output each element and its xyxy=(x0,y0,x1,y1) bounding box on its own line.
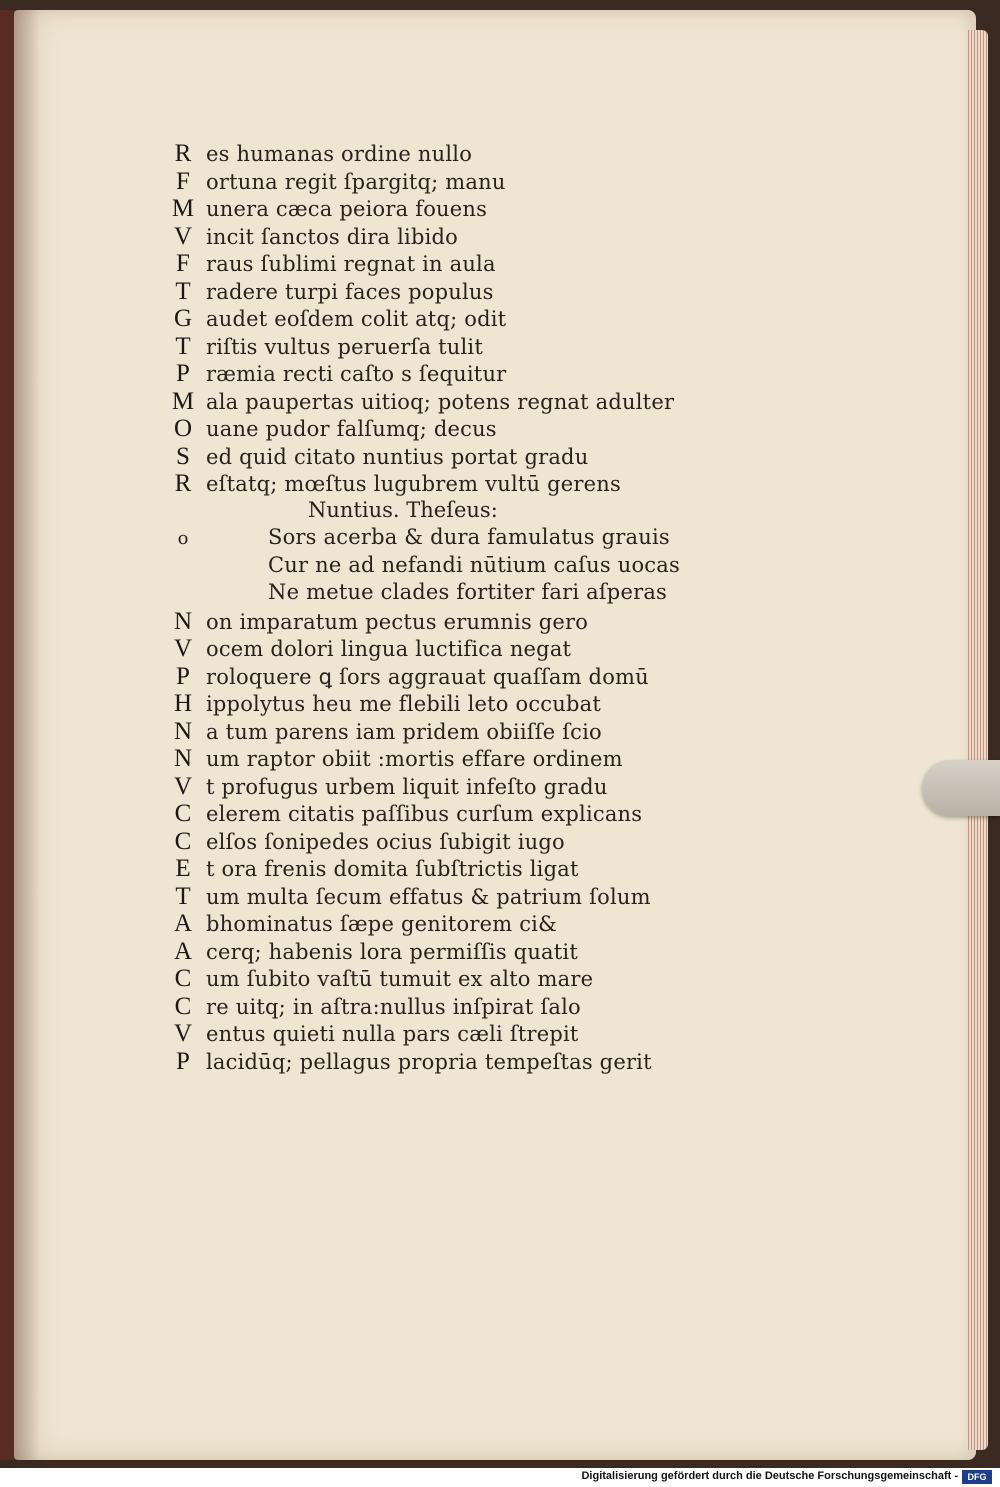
verse-text: es humanas ordine nullo xyxy=(206,142,473,166)
verse-text: roloquere ꝗ ſors aggrauat quaſſam domū xyxy=(206,664,649,689)
verse-line xyxy=(160,360,720,388)
verse-line xyxy=(160,195,720,223)
verse-text: ocem dolori lingua luctifica negat xyxy=(206,637,572,661)
verse-line xyxy=(160,910,720,938)
initial-letter: A xyxy=(173,910,193,937)
initial-letter: R xyxy=(174,140,192,167)
initial-letter: H xyxy=(173,690,193,717)
initial-letter: O xyxy=(173,415,193,442)
initial-letter: S xyxy=(176,442,190,470)
verse-line xyxy=(160,140,720,168)
verse-text: eſtatq; mœſtus lugubrem vultū gerens xyxy=(206,472,621,496)
verse-line xyxy=(160,608,720,636)
verse-text: um ſubito vaſtū tumuit ex alto mare xyxy=(206,967,594,991)
initial-letter: M xyxy=(171,387,195,415)
verse-line xyxy=(160,745,720,773)
verse-text: lacidūq; pellagus propria tempeſtas gerit xyxy=(206,1049,652,1074)
initial-letter: C xyxy=(174,800,192,827)
verse-text: a tum parens iam pridem obiiſſe ſcio xyxy=(206,719,602,744)
initial-letter: T xyxy=(175,277,191,305)
dialogue-line xyxy=(160,525,720,553)
initial-letter: E xyxy=(175,855,191,882)
initial-letter: P xyxy=(176,360,190,387)
verse-text: um raptor obiit :mortis effare ordinem xyxy=(206,747,623,771)
text-block xyxy=(160,140,720,1075)
verse-text: raus ſublimi regnat in aula xyxy=(206,252,496,276)
footer-bar xyxy=(0,1468,1000,1487)
verse-line xyxy=(160,388,720,416)
dialogue-text: Cur ne ad nefandi nūtium caſus uocas xyxy=(268,552,680,577)
initial-letter: T xyxy=(175,332,191,360)
verse-line xyxy=(160,993,720,1021)
verse-line xyxy=(160,278,720,306)
verse-line xyxy=(160,773,720,801)
verse-text: riſtis vultus peruerſa tulit xyxy=(206,334,483,359)
verse-text: elerem citatis paſſibus curſum explicans xyxy=(206,802,643,826)
initial-letter: T xyxy=(175,882,191,910)
verse-text: incit ſanctos dira libido xyxy=(206,224,459,249)
initial-letter: N xyxy=(173,745,193,772)
initial-letter: V xyxy=(173,222,193,250)
verse-line xyxy=(160,718,720,746)
verse-text: radere turpi faces populus xyxy=(206,279,494,304)
verse-text: re uitq; in aſtra:nullus inſpirat ſalo xyxy=(206,994,581,1019)
verse-text: on imparatum pectus erumnis gero xyxy=(206,609,589,634)
initial-letter: M xyxy=(171,195,195,222)
verse-text: bhominatus ſæpe genitorem ci& xyxy=(206,912,557,936)
verse-text: ala paupertas uitioq; potens regnat adulter xyxy=(206,389,675,414)
margin-mark: o xyxy=(177,528,189,549)
verse-line xyxy=(160,828,720,856)
verse-line xyxy=(160,938,720,966)
verse-text: ræmia recti caſto s ſequitur xyxy=(206,362,507,386)
verse-line xyxy=(160,305,720,333)
verse-line xyxy=(160,800,720,828)
verse-line xyxy=(160,415,720,443)
verse-text: um multa ſecum effatus & patrium ſolum xyxy=(206,884,651,909)
verse-line xyxy=(160,168,720,196)
verse-line xyxy=(160,333,720,361)
dialogue-text: Sors acerba & dura famulatus grauis xyxy=(268,525,670,549)
verse-text: unera cæca peiora fouens xyxy=(206,197,488,221)
verse-line xyxy=(160,250,720,278)
funding-credit: Digitalisierung gefördert durch die Deutsche Forschungsgemeinschaft - xyxy=(581,1470,958,1482)
initial-letter: F xyxy=(176,167,190,195)
verse-line xyxy=(160,855,720,883)
speaker-heading: Nuntius. Theſeus: xyxy=(308,497,498,522)
verse-text: entus quieti nulla pars cæli ſtrepit xyxy=(206,1022,579,1046)
verse-text: elſos ſonipedes ocius ſubigit iugo xyxy=(206,829,565,854)
verse-line xyxy=(160,635,720,663)
left-page-edge xyxy=(0,10,14,1460)
dialogue-text: Ne metue clades fortiter fari aſperas xyxy=(268,580,668,604)
initial-letter: P xyxy=(176,662,190,690)
initial-letter: N xyxy=(173,607,193,635)
verse-text: t profugus urbem liquit infeſto gradu xyxy=(206,774,608,799)
page-clip-tab xyxy=(922,760,1000,816)
initial-letter: N xyxy=(173,717,193,745)
initial-letter: V xyxy=(173,1020,193,1047)
verse-text: uane pudor falſumq; decus xyxy=(206,417,497,441)
initial-letter: R xyxy=(174,470,192,497)
verse-line xyxy=(160,883,720,911)
initial-letter: G xyxy=(173,305,193,332)
dialogue-line xyxy=(160,580,720,608)
initial-letter: V xyxy=(173,772,193,800)
dialogue-line xyxy=(160,553,720,581)
verse-line xyxy=(160,1048,720,1076)
verse-line xyxy=(160,470,720,498)
initial-letter: V xyxy=(173,635,193,662)
verse-text: ippolytus heu me flebili leto occubat xyxy=(206,692,601,716)
initial-letter: C xyxy=(174,965,192,992)
verse-line xyxy=(160,663,720,691)
verse-line xyxy=(160,690,720,718)
verse-text: audet eoſdem colit atq; odit xyxy=(206,307,507,331)
initial-letter: F xyxy=(176,250,190,277)
spine-shadow xyxy=(14,10,40,1460)
verse-line xyxy=(160,1020,720,1048)
initial-letter: C xyxy=(174,992,192,1020)
verse-text: t ora frenis domita ſubſtrictis ligat xyxy=(206,857,579,881)
initial-letter: C xyxy=(174,827,192,855)
initial-letter: A xyxy=(173,937,193,965)
page-leaf-edges xyxy=(966,30,988,1450)
verse-line xyxy=(160,443,720,471)
verse-line xyxy=(160,965,720,993)
verse-text: ed quid citato nuntius portat gradu xyxy=(206,444,589,469)
initial-letter: P xyxy=(176,1047,190,1075)
verse-text: cerq; habenis lora permiſſis quatit xyxy=(206,939,578,964)
verse-text: ortuna regit ſpargitq; manu xyxy=(206,169,506,194)
dfg-logo: DFG xyxy=(962,1470,992,1484)
verse-line xyxy=(160,223,720,251)
